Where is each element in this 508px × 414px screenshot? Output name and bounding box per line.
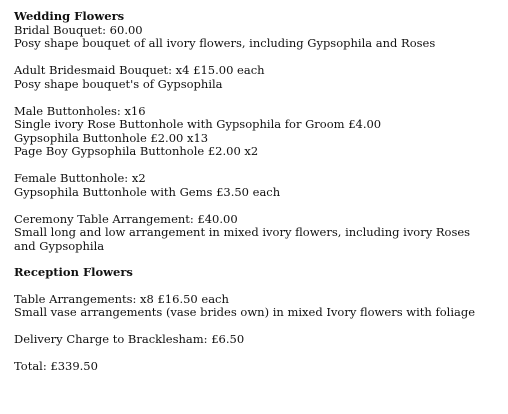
spacer [14,320,494,334]
table-arrangements-title: Table Arrangements: x8 £16.50 each [14,291,229,306]
male-buttonholes-title: Male Buttonholes: x16 [14,103,146,118]
bridesmaid-bouquet-title: Adult Bridesmaid Bouquet: x4 £15.00 each [14,63,265,77]
reception-flowers-heading: Reception Flowers [14,265,133,279]
bridal-bouquet-price: Bridal Bouquet: 60.00 [14,22,143,37]
spacer [14,51,494,65]
ceremony-arrangement-title: Ceremony Table Arrangement: £40.00 [14,211,238,226]
bridal-bouquet-description: Posy shape bouquet of all ivory flowers, including Gypsophila and Roses [14,36,436,50]
spacer [14,347,494,361]
spacer [14,199,494,213]
table-arrangements-description: Small vase arrangements (vase brides own) in mixed Ivory flowers with foliage [14,305,476,319]
quote-document [14,10,494,374]
bridesmaid-bouquet-description: Posy shape bouquet's of Gypsophila [14,76,223,91]
page-boy-buttonhole: Page Boy Gypsophila Buttonhole £2.00 x2 [14,144,259,158]
groom-buttonhole: Single ivory Rose Buttonhole with Gypsophila for Groom £4.00 [14,117,382,131]
spacer [14,159,494,173]
female-buttonhole-description: Gypsophila Buttonhole with Gems £3.50 each [14,184,281,199]
spacer [14,280,494,293]
female-buttonhole-title: Female Buttonhole: x2 [14,171,146,185]
total-amount: Total: £339.50 [14,359,98,373]
delivery-charge: Delivery Charge to Bracklesham: £6.50 [14,332,245,346]
wedding-flowers-heading: Wedding Flowers [14,9,125,23]
spacer [14,91,494,105]
gypsophila-buttonhole: Gypsophila Buttonhole £2.00 x13 [14,130,209,145]
ceremony-arrangement-description: Small long and low arrangement in mixed ivory flowers, including ivory Roses and Gypsophila [14,225,471,253]
